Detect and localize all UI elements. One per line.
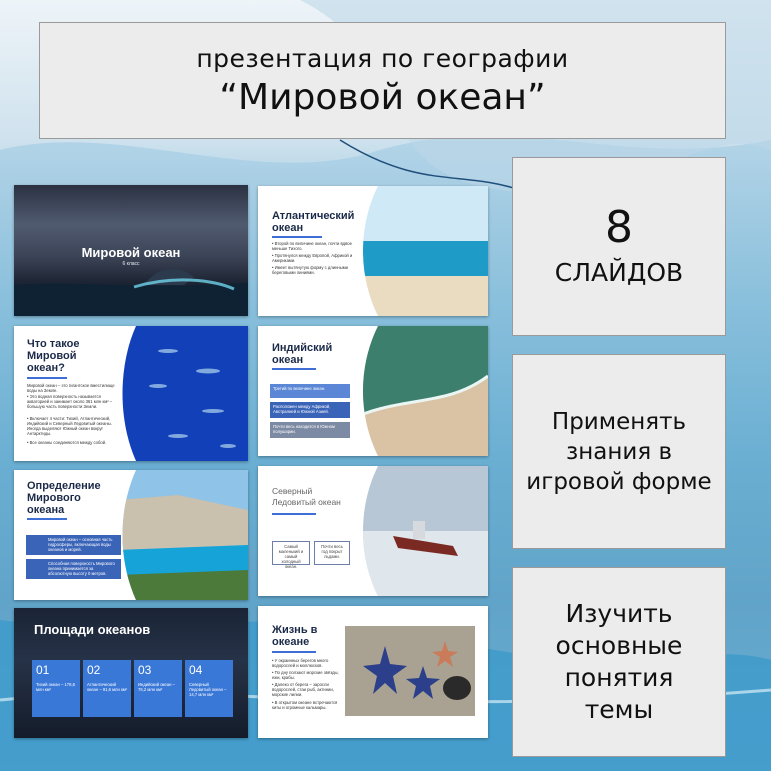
area-tile-1-num: 01 [36, 663, 50, 677]
area-tile-1-text: Тихий океан – 178,6 млн км² [36, 682, 75, 692]
slide-8-title-1: Жизнь в [272, 624, 318, 636]
apply-line-3: игровой форме [526, 468, 712, 495]
title-panel [39, 22, 726, 139]
area-tile-2 [83, 660, 131, 717]
slide-3-title-1: Что такое [27, 338, 80, 350]
starfish-image [345, 626, 475, 716]
slide-4-title-1: Индийский [272, 342, 333, 354]
learn-concepts-panel [512, 567, 726, 757]
slide-5-title-3: океана [27, 504, 65, 516]
slides-count: 8 [605, 202, 633, 253]
area-tile-1 [32, 660, 80, 717]
slide-6-title-1: Северный [272, 486, 313, 496]
area-tile-3-text: Индийский океан – 76,2 млн км² [138, 682, 175, 692]
slide-5-box-1: Мировой океан – основная часть гидросферы, включающая воды океанов и морей. [26, 535, 121, 555]
slide-8-bullet-1: • У окраинных берегов много водорослей и моллюсков. [272, 658, 329, 668]
apply-line-2: знания в [565, 438, 673, 465]
learn-line-4: темы [584, 695, 654, 724]
area-tile-3 [134, 660, 182, 717]
slide-definition-thumbnail [14, 470, 248, 600]
learn-line-2: основные [555, 631, 683, 660]
slide-2-bullet-2: • Протянулся между Европой, Африкой и Америками. [272, 253, 353, 263]
slide-2-bullet-3: • Имеет вытянутую форму с длинными береговыми линиями. [272, 265, 348, 275]
title-line-2: “Мировой океан” [219, 76, 546, 118]
slide-ocean-life-thumbnail [258, 606, 488, 738]
slide-6-box-1: Самый маленький и самый холодный океан. [272, 541, 310, 565]
slide-8-bullet-4: • В открытом океане встречаются киты и огромные кальмары. [272, 700, 338, 710]
slide-8-title-2: океане [272, 636, 310, 648]
apply-line-1: Применять [551, 408, 687, 435]
slide-what-is-ocean-thumbnail [14, 326, 248, 461]
icebreaker-image [358, 466, 488, 596]
slide-5-accent-bar [27, 518, 67, 520]
area-tile-4-text: Северный Ледовитый океан – 14,7 млн км² [189, 682, 227, 697]
slide-4-accent-bar [272, 368, 316, 370]
slide-atlantic-thumbnail [258, 186, 488, 316]
slide-2-accent-bar [272, 236, 322, 238]
slide-2-bullet-1: • Второй по величине океан, почти вдвое меньше Тихого. [272, 241, 352, 251]
slide-indian-ocean-thumbnail [258, 326, 488, 456]
slide-6-box-2: Почти весь год покрыт льдами. [314, 541, 350, 565]
slides-count-panel [512, 157, 726, 336]
slides-label: СЛАЙДОВ [554, 258, 684, 287]
slide-2-title-2: океан [272, 222, 304, 234]
learn-line-1: Изучить [565, 599, 673, 628]
beach-image [358, 186, 488, 316]
apply-knowledge-panel [512, 354, 726, 549]
slide-8-bullet-2: • По дну ползают морские звёзды, ежи, крабы. [272, 670, 339, 680]
slide-3-lead: Мировой океан – это гигантское вместилище воды на Земле. [27, 383, 115, 393]
slide-8-bullet-3: • Далеко от берега – заросли водорослей, стаи рыб, актинии, морские лилии. [272, 682, 334, 697]
aerial-coast-image [358, 326, 488, 456]
slide-3-title-2: Мировой [27, 350, 77, 362]
slide-3-bullet-1: • Это водная поверхность называется акваторией и занимает около 361 млн км² – большую часть поверхности Земли. [27, 394, 113, 409]
dolphins-image [118, 326, 248, 461]
slide-1-thumbnail [14, 185, 248, 316]
slide-5-title-2: Мирового [27, 492, 81, 504]
area-tile-4-num: 04 [189, 663, 203, 677]
slide-6-title-2: Ледовитый океан [272, 497, 341, 507]
slide-8-accent-bar [272, 651, 316, 653]
slide-4-box-2: Расположен между Африкой, Австралией и Южной Азией. [270, 402, 350, 418]
slide-1-subtitle: 6 класс [122, 261, 140, 267]
slide-3-accent-bar [27, 377, 67, 379]
area-tile-3-num: 03 [138, 663, 152, 677]
slide-4-box-1: Третий по величине океан. [270, 384, 350, 398]
slide-3-title-3: океан? [27, 362, 65, 374]
slide-7-title: Площади океанов [34, 622, 151, 637]
slide-5-title-1: Определение [27, 480, 101, 492]
slide-1-title: Мировой океан [81, 245, 181, 260]
slide-5-box-2: Способная поверхность Мирового океана принимается за абсолютную высоту 0 метров. [26, 559, 121, 579]
cliff-bay-image [118, 470, 248, 600]
slide-4-title-2: океан [272, 354, 304, 366]
area-tile-4 [185, 660, 233, 717]
slide-2-title-1: Атлантический [272, 210, 355, 222]
slide-3-bullet-2: • Включает 4 части: Тихий, Атлантический, Индийский и Северный Ледовитый океаны. Иногда выделяют Южный океан вокруг Антарктиды. [27, 416, 112, 436]
slide-3-bullet-3: • Все океаны соединяются между собой. [27, 440, 107, 445]
slide-ocean-areas-thumbnail [14, 608, 248, 738]
slide-6-accent-bar [272, 513, 316, 515]
area-tile-2-text: Атлантический океан – 91,6 млн км² [87, 682, 128, 692]
title-line-1: презентация по географии [196, 43, 569, 73]
slide-4-box-3: Почти весь находится в Южном полушарии. [270, 422, 350, 438]
learn-line-3: понятия [564, 663, 674, 692]
area-tile-2-num: 02 [87, 663, 101, 677]
slide-arctic-ocean-thumbnail [258, 466, 488, 596]
